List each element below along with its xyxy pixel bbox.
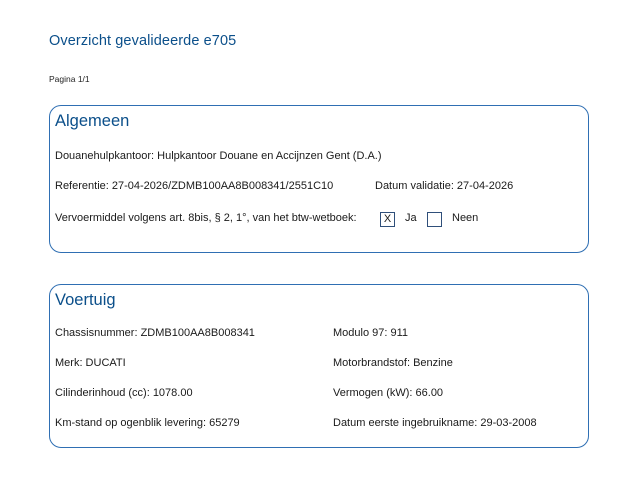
checkbox-neen-label: Neen [452, 212, 479, 224]
voertuig-section [49, 284, 589, 448]
checkbox-neen [427, 212, 442, 227]
cilinderinhoud-field: Cilinderinhoud (cc): 1078.00 [55, 387, 193, 399]
algemeen-section [49, 105, 589, 253]
referentie-field: Referentie: 27-04-2026/ZDMB100AA8B008341/2551C10 [55, 180, 334, 192]
datum-ingebruikname-field: Datum eerste ingebruikname: 29-03-2008 [333, 417, 537, 429]
douanekantoor-field: Douanehulpkantoor: Hulpkantoor Douane en Accijnzen Gent (D.A.) [55, 150, 382, 162]
vervoermiddel-label: Vervoermiddel volgens art. 8bis, § 2, 1°, van het btw-wetboek: [55, 212, 357, 224]
vermogen-field: Vermogen (kW): 66.00 [333, 387, 444, 399]
chassisnummer-field: Chassisnummer: ZDMB100AA8B008341 [55, 327, 255, 339]
section-title-algemeen: Algemeen [55, 112, 130, 130]
section-title-voertuig: Voertuig [55, 291, 116, 309]
checkbox-ja-label: Ja [405, 212, 417, 224]
kmstand-field: Km-stand op ogenblik levering: 65279 [55, 417, 240, 429]
document-title: Overzicht gevalideerde e705 [49, 33, 237, 49]
page-number: Pagina 1/1 [49, 74, 90, 84]
merk-field: Merk: DUCATI [55, 357, 126, 369]
datum-validatie-field: Datum validatie: 27-04-2026 [375, 180, 514, 192]
motorbrandstof-field: Motorbrandstof: Benzine [333, 357, 453, 369]
checkbox-ja: X [380, 212, 395, 227]
modulo-field: Modulo 97: 911 [333, 327, 409, 339]
